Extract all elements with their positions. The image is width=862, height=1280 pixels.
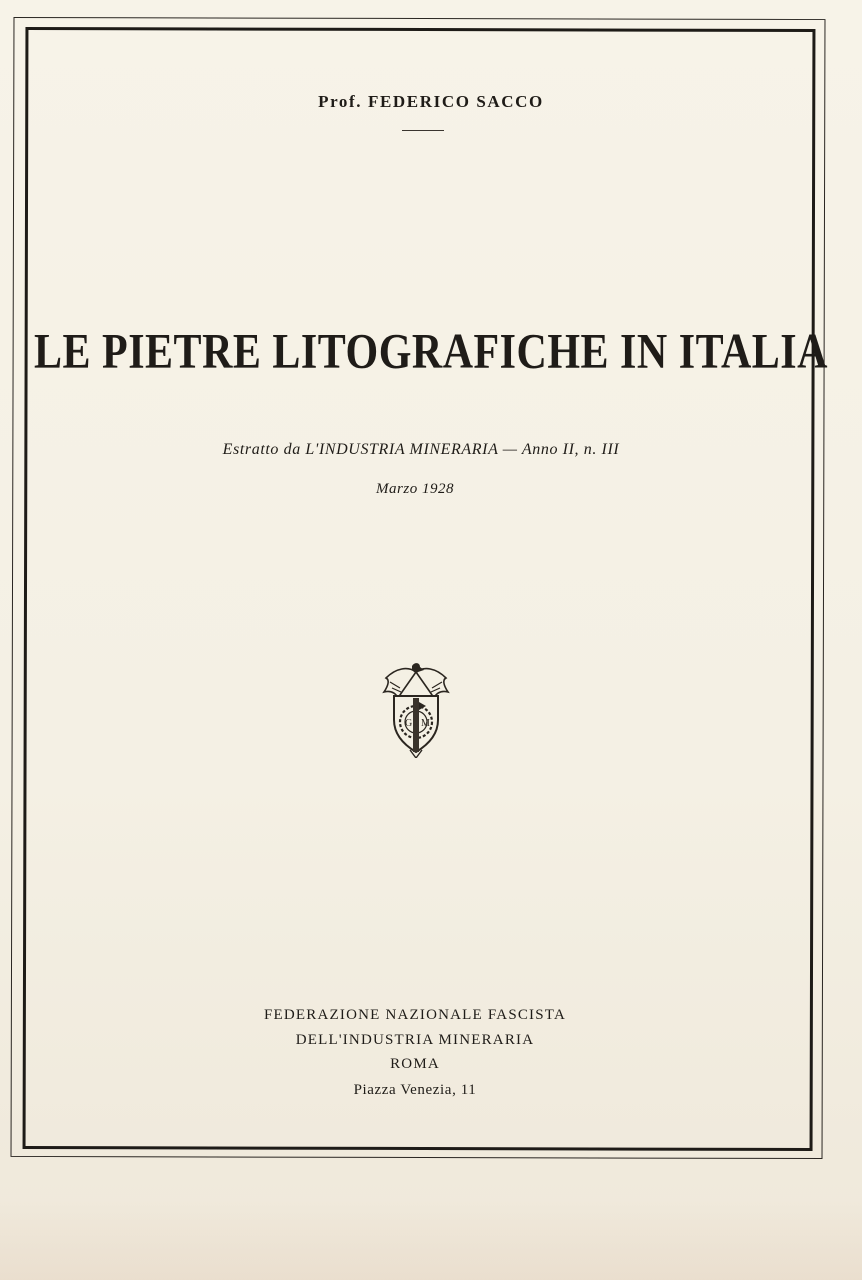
- paper-stain: [0, 1200, 862, 1280]
- publisher-city: ROMA: [390, 1056, 440, 1072]
- extract-line: Estratto da L'INDUSTRIA MINERARIA — Anno II, n. III: [222, 441, 620, 458]
- publisher-name-line: FEDERAZIONE NAZIONALE FASCISTA: [263, 1007, 566, 1023]
- publisher-name-line-2: DELL'INDUSTRIA MINERARIA: [295, 1032, 535, 1048]
- document-title: LE PIETRE LITOGRAFICHE IN ITALIA: [34, 325, 828, 380]
- publication-date: Marzo 1928: [376, 481, 454, 497]
- publisher-address: Piazza Venezia, 11: [353, 1082, 477, 1098]
- svg-text:G: G: [405, 718, 413, 729]
- inner-frame-border: [23, 27, 816, 1151]
- author-line: Prof. FEDERICO SACCO: [318, 92, 544, 111]
- eagle-crest-icon: [378, 662, 454, 758]
- author-divider-rule: [402, 130, 444, 131]
- svg-text:M: M: [421, 718, 430, 729]
